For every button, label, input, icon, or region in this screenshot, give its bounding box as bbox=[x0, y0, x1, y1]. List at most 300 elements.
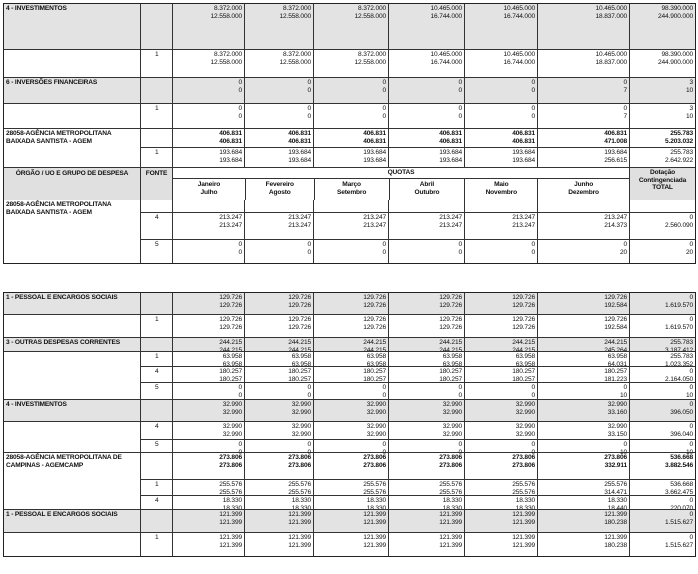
value-first-semester: 129.726 bbox=[439, 316, 462, 323]
value-second-semester: 180.238 bbox=[604, 541, 627, 549]
value-second-semester: 0 bbox=[458, 248, 462, 256]
value-second-semester: 0 bbox=[238, 86, 242, 94]
header-fonte: FONTE bbox=[140, 167, 172, 200]
table-row bbox=[4, 382, 695, 399]
total-cell bbox=[629, 351, 695, 366]
quota-cell bbox=[313, 314, 388, 337]
value-first-semester: 0 bbox=[531, 241, 535, 248]
quota-cell bbox=[244, 452, 313, 479]
header-month-2 bbox=[314, 179, 389, 200]
value-first-semester: 255.576 bbox=[288, 481, 311, 488]
value-first-semester: 32.990 bbox=[222, 401, 242, 408]
quota-cell bbox=[172, 103, 244, 128]
quota-cell bbox=[313, 421, 388, 439]
value-first-semester: 0 bbox=[689, 384, 693, 391]
value-first-semester: 0 bbox=[307, 79, 311, 86]
quota-cell bbox=[244, 212, 313, 239]
value-first-semester: 406.831 bbox=[512, 130, 535, 137]
value-second-semester: 33.160 bbox=[607, 408, 627, 416]
value-second-semester: 129.726 bbox=[219, 323, 242, 331]
value-second-semester: 0 bbox=[238, 112, 242, 120]
quota-cell bbox=[537, 399, 629, 421]
value-first-semester: 0 bbox=[238, 384, 242, 391]
quota-cell bbox=[537, 4, 629, 49]
row-label bbox=[4, 479, 140, 495]
quota-cell bbox=[537, 479, 629, 495]
value-first-semester: 0 bbox=[689, 401, 693, 408]
value-second-semester: 273.806 bbox=[439, 461, 462, 469]
value-first-semester: 255.576 bbox=[512, 481, 535, 488]
value-first-semester: 0 bbox=[458, 441, 462, 448]
value-first-semester: 406.831 bbox=[288, 130, 311, 137]
header-quotas: QUOTAS bbox=[173, 168, 629, 179]
table-row bbox=[4, 212, 695, 239]
value-second-semester: 0 bbox=[238, 448, 242, 456]
header-month-1 bbox=[245, 179, 314, 200]
row-fonte: 5 bbox=[140, 382, 172, 399]
value-first-semester: 0 bbox=[689, 441, 693, 448]
value-second-semester: 193.684 bbox=[439, 156, 462, 164]
value-second-semester: 396.050 bbox=[670, 408, 693, 416]
value-second-semester: 0 bbox=[238, 391, 242, 399]
quota-cell bbox=[172, 49, 244, 77]
quota-cell bbox=[172, 147, 244, 167]
value-second-semester: 180.257 bbox=[439, 375, 462, 383]
value-first-semester: 129.726 bbox=[363, 316, 386, 323]
value-first-semester: 0 bbox=[689, 316, 693, 323]
value-first-semester: 0 bbox=[307, 241, 311, 248]
value-second-semester: 10 bbox=[619, 448, 627, 456]
header-month-5 bbox=[537, 179, 629, 200]
value-second-semester: 1.619.570 bbox=[665, 301, 693, 309]
quota-cell bbox=[313, 293, 388, 314]
value-second-semester: 0 bbox=[531, 391, 535, 399]
value-first-semester: 180.257 bbox=[219, 368, 242, 375]
quota-cell bbox=[537, 103, 629, 128]
total-cell bbox=[629, 49, 695, 77]
month-first: Maio bbox=[494, 181, 509, 188]
value-second-semester: 12.558.000 bbox=[210, 12, 242, 20]
value-first-semester: 244.215 bbox=[363, 339, 386, 346]
quota-cell bbox=[244, 103, 313, 128]
table-row bbox=[4, 439, 695, 456]
quota-cell bbox=[313, 103, 388, 128]
value-first-semester: 255.783 bbox=[670, 130, 693, 137]
month-second: Agosto bbox=[268, 188, 291, 196]
quota-cell bbox=[313, 212, 388, 239]
quota-cell bbox=[464, 351, 537, 366]
quota-cell bbox=[172, 212, 244, 239]
row-fonte: 5 bbox=[140, 239, 172, 263]
quota-cell bbox=[172, 351, 244, 366]
month-second: Julho bbox=[200, 188, 218, 196]
row-fonte bbox=[140, 77, 172, 103]
value-first-semester: 0 bbox=[689, 497, 693, 504]
quota-cell bbox=[388, 452, 464, 479]
quota-cell bbox=[244, 421, 313, 439]
quota-cell bbox=[388, 399, 464, 421]
quota-cell bbox=[172, 314, 244, 337]
quota-cell bbox=[244, 128, 313, 147]
value-second-semester: 5.203.032 bbox=[665, 137, 693, 145]
value-first-semester: 244.215 bbox=[512, 339, 535, 346]
quota-cell bbox=[388, 366, 464, 382]
total-cell bbox=[629, 399, 695, 421]
row-fonte bbox=[140, 452, 172, 479]
row-label bbox=[4, 439, 140, 452]
row-fonte: 4 bbox=[140, 212, 172, 239]
quota-cell bbox=[537, 77, 629, 103]
total-cell bbox=[629, 147, 695, 167]
quota-cell bbox=[537, 212, 629, 239]
value-second-semester: 129.726 bbox=[288, 323, 311, 331]
value-first-semester: 0 bbox=[382, 384, 386, 391]
value-first-semester: 0 bbox=[382, 441, 386, 448]
value-first-semester: 255.783 bbox=[670, 339, 693, 346]
row-label: 4 - INVESTIMENTOS bbox=[4, 4, 140, 49]
total-cell bbox=[629, 212, 695, 239]
row-fonte: 4 bbox=[140, 366, 172, 382]
value-first-semester: 3 bbox=[689, 105, 693, 112]
quota-cell bbox=[244, 509, 313, 532]
value-second-semester: 406.831 bbox=[288, 137, 311, 145]
value-first-semester: 129.726 bbox=[363, 294, 386, 301]
quota-cell bbox=[537, 128, 629, 147]
quota-cell bbox=[313, 532, 388, 556]
quota-cell bbox=[388, 49, 464, 77]
quota-cell bbox=[537, 314, 629, 337]
total-cell bbox=[629, 382, 695, 399]
value-first-semester: 129.726 bbox=[604, 294, 627, 301]
value-second-semester: 12.558.000 bbox=[354, 12, 386, 20]
value-first-semester: 0 bbox=[623, 105, 627, 112]
quota-cell bbox=[244, 314, 313, 337]
value-first-semester: 273.806 bbox=[363, 454, 386, 461]
value-first-semester: 0 bbox=[531, 79, 535, 86]
value-first-semester: 213.247 bbox=[439, 214, 462, 221]
value-second-semester: 0 bbox=[531, 112, 535, 120]
quota-cell bbox=[388, 4, 464, 49]
value-second-semester: 213.247 bbox=[439, 221, 462, 229]
value-first-semester: 32.990 bbox=[366, 423, 386, 430]
table-row bbox=[4, 4, 695, 49]
value-first-semester: 32.990 bbox=[607, 423, 627, 430]
value-first-semester: 8.372.000 bbox=[214, 51, 242, 58]
value-second-semester: 406.831 bbox=[439, 137, 462, 145]
value-first-semester: 121.399 bbox=[219, 511, 242, 518]
value-first-semester: 121.399 bbox=[604, 511, 627, 518]
table-row bbox=[4, 293, 695, 314]
table-row bbox=[4, 452, 695, 479]
value-first-semester: 0 bbox=[689, 511, 693, 518]
quota-cell bbox=[537, 147, 629, 167]
quota-cell bbox=[388, 509, 464, 532]
value-second-semester: 32.990 bbox=[291, 430, 311, 438]
quota-cell bbox=[464, 509, 537, 532]
total-cell bbox=[629, 421, 695, 439]
budget-table-upper bbox=[3, 3, 696, 264]
value-first-semester: 273.806 bbox=[219, 454, 242, 461]
value-first-semester: 8.372.000 bbox=[283, 5, 311, 12]
value-second-semester: 192.584 bbox=[604, 301, 627, 309]
value-second-semester: 1.515.627 bbox=[665, 541, 693, 549]
value-second-semester: 129.726 bbox=[512, 323, 535, 331]
value-first-semester: 10.465.000 bbox=[503, 51, 535, 58]
value-second-semester: 16.744.000 bbox=[503, 12, 535, 20]
quota-cell bbox=[537, 532, 629, 556]
total-cell bbox=[629, 128, 695, 147]
value-second-semester: 20 bbox=[685, 248, 693, 256]
value-first-semester: 0 bbox=[382, 105, 386, 112]
value-first-semester: 255.576 bbox=[604, 481, 627, 488]
value-first-semester: 0 bbox=[531, 105, 535, 112]
value-first-semester: 244.215 bbox=[288, 339, 311, 346]
value-second-semester: 121.399 bbox=[219, 541, 242, 549]
total-cell bbox=[629, 4, 695, 49]
value-second-semester: 0 bbox=[382, 112, 386, 120]
value-first-semester: 8.372.000 bbox=[358, 51, 386, 58]
quota-cell bbox=[388, 77, 464, 103]
quota-cell bbox=[313, 4, 388, 49]
quota-cell bbox=[172, 421, 244, 439]
quota-cell bbox=[313, 128, 388, 147]
row-label bbox=[4, 495, 140, 509]
value-second-semester: 255.576 bbox=[288, 488, 311, 496]
quota-cell bbox=[464, 399, 537, 421]
quota-cell bbox=[172, 77, 244, 103]
value-first-semester: 255.576 bbox=[363, 481, 386, 488]
quota-cell bbox=[244, 532, 313, 556]
value-first-semester: 406.831 bbox=[219, 130, 242, 137]
value-first-semester: 32.990 bbox=[222, 423, 242, 430]
value-first-semester: 193.684 bbox=[604, 149, 627, 156]
value-first-semester: 32.990 bbox=[366, 401, 386, 408]
value-second-semester: 32.990 bbox=[515, 430, 535, 438]
header-month-4 bbox=[464, 179, 537, 200]
value-first-semester: 0 bbox=[238, 79, 242, 86]
value-first-semester: 0 bbox=[689, 214, 693, 221]
quota-cell bbox=[537, 293, 629, 314]
row-label bbox=[4, 314, 140, 337]
value-second-semester: 32.990 bbox=[222, 408, 242, 416]
quota-cell bbox=[388, 212, 464, 239]
quota-cell bbox=[464, 49, 537, 77]
row-fonte: 1 bbox=[140, 532, 172, 556]
value-second-semester: 121.399 bbox=[512, 541, 535, 549]
quota-cell bbox=[244, 239, 313, 263]
value-second-semester: 406.831 bbox=[512, 137, 535, 145]
quota-cell bbox=[537, 49, 629, 77]
value-first-semester: 536.668 bbox=[670, 454, 693, 461]
value-second-semester: 245.264 bbox=[604, 346, 627, 354]
value-first-semester: 0 bbox=[689, 241, 693, 248]
value-second-semester: 193.684 bbox=[288, 156, 311, 164]
total-cell bbox=[629, 439, 695, 456]
table-row bbox=[4, 314, 695, 337]
value-second-semester: 10 bbox=[685, 448, 693, 456]
value-second-semester: 192.584 bbox=[604, 323, 627, 331]
table-row bbox=[4, 77, 695, 103]
quota-cell bbox=[244, 337, 313, 354]
row-label: 1 - PESSOAL E ENCARGOS SOCIAIS bbox=[4, 293, 140, 314]
row-label bbox=[4, 532, 140, 556]
value-first-semester: 193.684 bbox=[288, 149, 311, 156]
total-cell bbox=[629, 495, 695, 509]
quota-cell bbox=[464, 128, 537, 147]
quota-cell bbox=[313, 351, 388, 366]
value-second-semester: 32.990 bbox=[442, 408, 462, 416]
value-second-semester: 2.560.090 bbox=[665, 221, 693, 229]
value-first-semester: 98.390.000 bbox=[661, 51, 693, 58]
value-second-semester: 12.558.000 bbox=[279, 12, 311, 20]
value-second-semester: 129.726 bbox=[439, 323, 462, 331]
value-second-semester: 32.990 bbox=[366, 408, 386, 416]
quota-cell bbox=[244, 479, 313, 495]
value-first-semester: 0 bbox=[307, 384, 311, 391]
value-first-semester: 121.399 bbox=[363, 511, 386, 518]
value-second-semester: 193.684 bbox=[219, 156, 242, 164]
header-orgao: ÓRGÃO / UO E GRUPO DE DESPESA bbox=[4, 167, 140, 200]
row-fonte: 1 bbox=[140, 49, 172, 77]
value-second-semester: 0 bbox=[307, 86, 311, 94]
quota-cell bbox=[464, 314, 537, 337]
quota-cell bbox=[388, 421, 464, 439]
value-second-semester: 20 bbox=[619, 248, 627, 256]
value-first-semester: 0 bbox=[623, 241, 627, 248]
value-second-semester: 406.831 bbox=[363, 137, 386, 145]
quota-cell bbox=[172, 399, 244, 421]
quota-cell bbox=[313, 49, 388, 77]
value-first-semester: 63.958 bbox=[222, 353, 242, 360]
total-cell bbox=[629, 200, 695, 212]
value-second-semester: 32.990 bbox=[291, 408, 311, 416]
quota-cell bbox=[172, 479, 244, 495]
value-first-semester: 129.726 bbox=[439, 294, 462, 301]
value-first-semester: 8.372.000 bbox=[214, 5, 242, 12]
quota-cell bbox=[388, 147, 464, 167]
header-dotacao bbox=[629, 167, 695, 200]
table-row bbox=[4, 200, 695, 216]
value-first-semester: 10.465.000 bbox=[430, 5, 462, 12]
value-second-semester: 7 bbox=[623, 86, 627, 94]
value-first-semester: 32.990 bbox=[291, 423, 311, 430]
total-cell bbox=[629, 239, 695, 263]
value-first-semester: 406.831 bbox=[363, 130, 386, 137]
value-first-semester: 32.990 bbox=[515, 423, 535, 430]
value-first-semester: 0 bbox=[307, 441, 311, 448]
quota-cell bbox=[172, 509, 244, 532]
quota-cell bbox=[172, 495, 244, 509]
quota-cell bbox=[313, 399, 388, 421]
quota-cell bbox=[313, 77, 388, 103]
value-first-semester: 180.257 bbox=[512, 368, 535, 375]
quota-cell bbox=[388, 314, 464, 337]
value-second-semester: 256.615 bbox=[604, 156, 627, 164]
value-first-semester: 255.783 bbox=[670, 353, 693, 360]
header-total-label: TOTAL bbox=[652, 184, 673, 191]
value-first-semester: 98.390.000 bbox=[661, 5, 693, 12]
quota-cell bbox=[464, 439, 537, 456]
value-first-semester: 180.257 bbox=[288, 368, 311, 375]
value-first-semester: 8.372.000 bbox=[358, 5, 386, 12]
value-second-semester: 0 bbox=[238, 248, 242, 256]
value-second-semester: 2.642.922 bbox=[665, 156, 693, 164]
row-label: 28058-AGÊNCIA METROPOLITANA DE CAMPINAS - AGEMCAMP bbox=[4, 452, 140, 479]
quota-cell bbox=[464, 382, 537, 399]
value-second-semester: 0 bbox=[458, 448, 462, 456]
value-first-semester: 129.726 bbox=[288, 316, 311, 323]
value-second-semester: 0 bbox=[307, 391, 311, 399]
value-second-semester: 0 bbox=[382, 391, 386, 399]
row-label bbox=[4, 382, 140, 399]
value-second-semester: 180.257 bbox=[512, 375, 535, 383]
table-row bbox=[4, 421, 695, 439]
row-fonte bbox=[140, 509, 172, 532]
value-first-semester: 180.257 bbox=[363, 368, 386, 375]
quota-cell bbox=[537, 439, 629, 456]
value-first-semester: 129.726 bbox=[512, 294, 535, 301]
row-label bbox=[4, 212, 140, 239]
value-first-semester: 273.806 bbox=[512, 454, 535, 461]
value-second-semester: 1.515.627 bbox=[665, 518, 693, 526]
month-first: Abril bbox=[419, 181, 435, 188]
quota-cell bbox=[313, 366, 388, 382]
total-cell bbox=[629, 452, 695, 479]
quota-cell bbox=[464, 147, 537, 167]
value-second-semester: 16.744.000 bbox=[430, 58, 462, 66]
value-first-semester: 32.990 bbox=[607, 401, 627, 408]
value-first-semester: 0 bbox=[689, 423, 693, 430]
value-first-semester: 244.215 bbox=[219, 339, 242, 346]
value-first-semester: 18.330 bbox=[607, 497, 627, 504]
value-second-semester: 129.726 bbox=[219, 301, 242, 309]
quota-cell bbox=[464, 337, 537, 354]
quota-cell bbox=[464, 452, 537, 479]
value-second-semester: 10 bbox=[685, 391, 693, 399]
value-second-semester: 0 bbox=[307, 112, 311, 120]
value-first-semester: 0 bbox=[623, 384, 627, 391]
value-second-semester: 32.990 bbox=[366, 430, 386, 438]
value-first-semester: 18.330 bbox=[442, 497, 462, 504]
table-row bbox=[4, 479, 695, 495]
value-first-semester: 0 bbox=[458, 384, 462, 391]
value-first-semester: 0 bbox=[458, 105, 462, 112]
value-first-semester: 0 bbox=[531, 384, 535, 391]
value-first-semester: 244.215 bbox=[439, 339, 462, 346]
value-second-semester: 7 bbox=[623, 112, 627, 120]
value-first-semester: 121.399 bbox=[363, 534, 386, 541]
row-fonte bbox=[140, 4, 172, 49]
value-second-semester: 1.023.352 bbox=[665, 360, 693, 368]
value-second-semester: 129.726 bbox=[363, 301, 386, 309]
value-second-semester: 406.831 bbox=[219, 137, 242, 145]
value-second-semester: 471.008 bbox=[604, 137, 627, 145]
value-second-semester: 213.247 bbox=[512, 221, 535, 229]
total-cell bbox=[629, 103, 695, 128]
month-first: Março bbox=[342, 181, 361, 188]
quota-cell bbox=[388, 103, 464, 128]
value-second-semester: 273.806 bbox=[219, 461, 242, 469]
value-first-semester: 406.831 bbox=[439, 130, 462, 137]
value-first-semester: 8.372.000 bbox=[283, 51, 311, 58]
value-first-semester: 0 bbox=[307, 105, 311, 112]
quota-cell bbox=[172, 452, 244, 479]
value-first-semester: 213.247 bbox=[512, 214, 535, 221]
value-second-semester: 129.726 bbox=[288, 301, 311, 309]
month-first: Junho bbox=[574, 181, 594, 188]
value-second-semester: 16.744.000 bbox=[430, 12, 462, 20]
row-label: 3 - OUTRAS DESPESAS CORRENTES bbox=[4, 337, 140, 351]
